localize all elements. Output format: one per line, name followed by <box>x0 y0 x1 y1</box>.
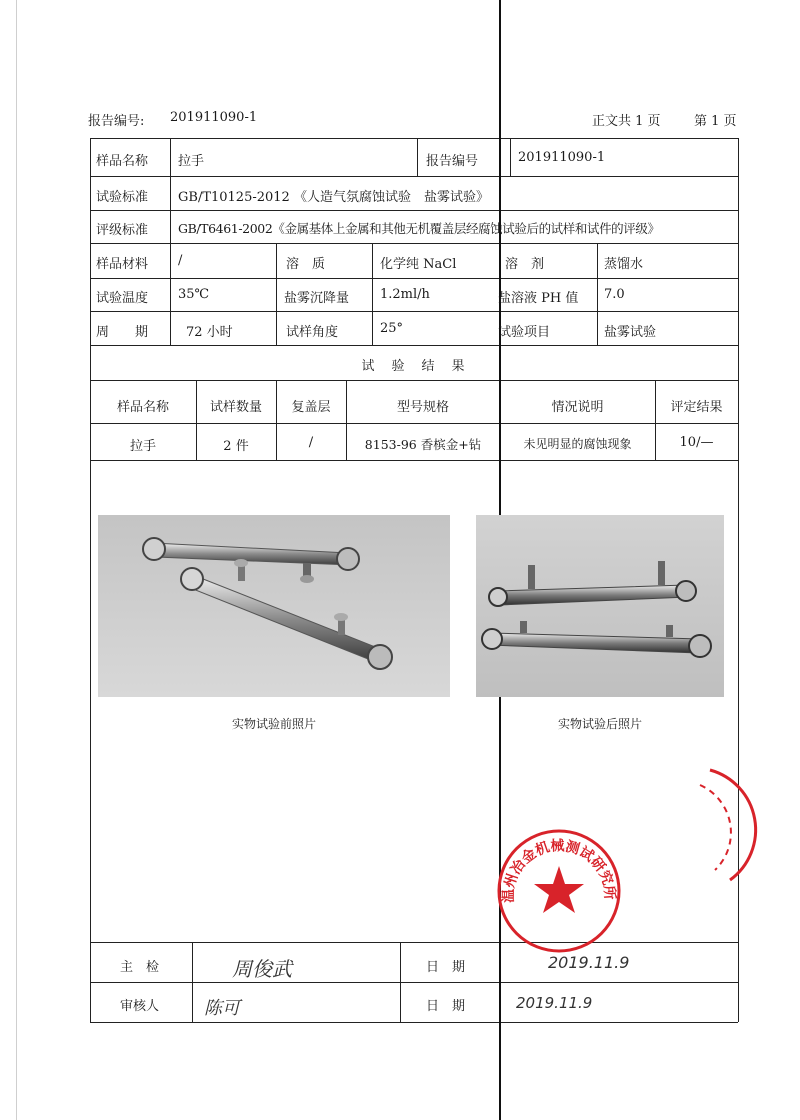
date-label-1: 日 期 <box>426 960 466 975</box>
test-standard-value: GB/T10125-2012 《人造气氛腐蚀试验 盐雾试验》 <box>178 190 489 205</box>
seal-text: 温州冶金机械测试研究所 <box>500 838 618 903</box>
reviewer-label: 审核人 <box>120 999 160 1014</box>
sample-name-label: 样品名称 <box>96 154 149 169</box>
deposition-label: 盐雾沉降量 <box>284 291 350 306</box>
item-label: 试验项目 <box>498 325 551 340</box>
inspector-signature: 周俊武 <box>232 957 292 981</box>
photo-before-test <box>98 515 450 697</box>
header-report-no-value: 201911090-1 <box>170 110 258 125</box>
results-header-rating: 评定结果 <box>670 400 723 415</box>
seal-partial <box>690 760 800 890</box>
solute-value: 化学纯 NaCl <box>380 257 457 272</box>
header-report-no-label: 报告编号: <box>88 114 145 129</box>
results-cell-sample-name: 拉手 <box>129 439 156 454</box>
date-value-2: 2019.11.9 <box>516 994 593 1012</box>
results-cell-model: 8153-96 香槟金+钻 <box>364 437 482 452</box>
angle-label: 试样角度 <box>286 325 339 340</box>
results-cell-quantity: 2 件 <box>223 439 249 454</box>
results-header-coating: 复盖层 <box>291 400 331 415</box>
solute-label: 溶 质 <box>286 257 326 272</box>
date-value-1: 2019.11.9 <box>548 953 630 972</box>
period-label: 周 期 <box>96 325 149 340</box>
results-header-quantity: 试样数量 <box>209 400 262 415</box>
reviewer-signature: 陈可 <box>204 998 240 1019</box>
rating-standard-label: 评级标准 <box>96 223 149 238</box>
material-value: / <box>178 253 183 268</box>
sample-name-value: 拉手 <box>178 154 205 169</box>
results-cell-coating: / <box>308 435 314 450</box>
date-label-2: 日 期 <box>426 999 466 1014</box>
inspector-label: 主 检 <box>120 960 160 975</box>
angle-value: 25° <box>380 321 404 336</box>
results-cell-rating: 10/— <box>679 435 714 450</box>
ph-label: 盐溶液 PH 值 <box>498 291 579 306</box>
photo-after-caption: 实物试验后照片 <box>557 717 642 731</box>
temp-value: 35℃ <box>178 287 210 302</box>
header-pages-total: 正文共 1 页 <box>592 114 661 129</box>
deposition-value: 1.2ml/h <box>380 287 430 302</box>
solvent-value: 蒸馏水 <box>604 257 644 272</box>
item-value: 盐雾试验 <box>604 325 657 340</box>
photo-before-caption: 实物试验前照片 <box>231 717 316 731</box>
test-standard-label: 试验标准 <box>96 190 149 205</box>
ph-value: 7.0 <box>604 287 625 302</box>
report-no-value: 201911090-1 <box>518 150 606 165</box>
inspection-seal <box>494 826 624 956</box>
solvent-label: 溶 剂 <box>505 257 545 272</box>
temp-label: 试验温度 <box>96 291 149 306</box>
header-page-current: 第 1 页 <box>694 114 737 129</box>
scan-left-edge <box>16 0 17 1120</box>
report-no-label: 报告编号 <box>426 154 479 169</box>
material-label: 样品材料 <box>96 257 149 272</box>
photo-after-test <box>476 515 724 697</box>
results-header-sample-name: 样品名称 <box>116 400 169 415</box>
results-header-description: 情况说明 <box>551 400 604 415</box>
rating-standard-value: GB/T6461-2002《金属基体上金属和其他无机覆盖层经腐蚀试验后的试样和试件的评级》 <box>178 221 660 236</box>
results-title: 试 验 结 果 <box>361 359 467 374</box>
results-header-model: 型号规格 <box>396 400 449 415</box>
period-value: 72 小时 <box>186 325 233 340</box>
results-cell-description: 未见明显的腐蚀现象 <box>523 437 632 451</box>
